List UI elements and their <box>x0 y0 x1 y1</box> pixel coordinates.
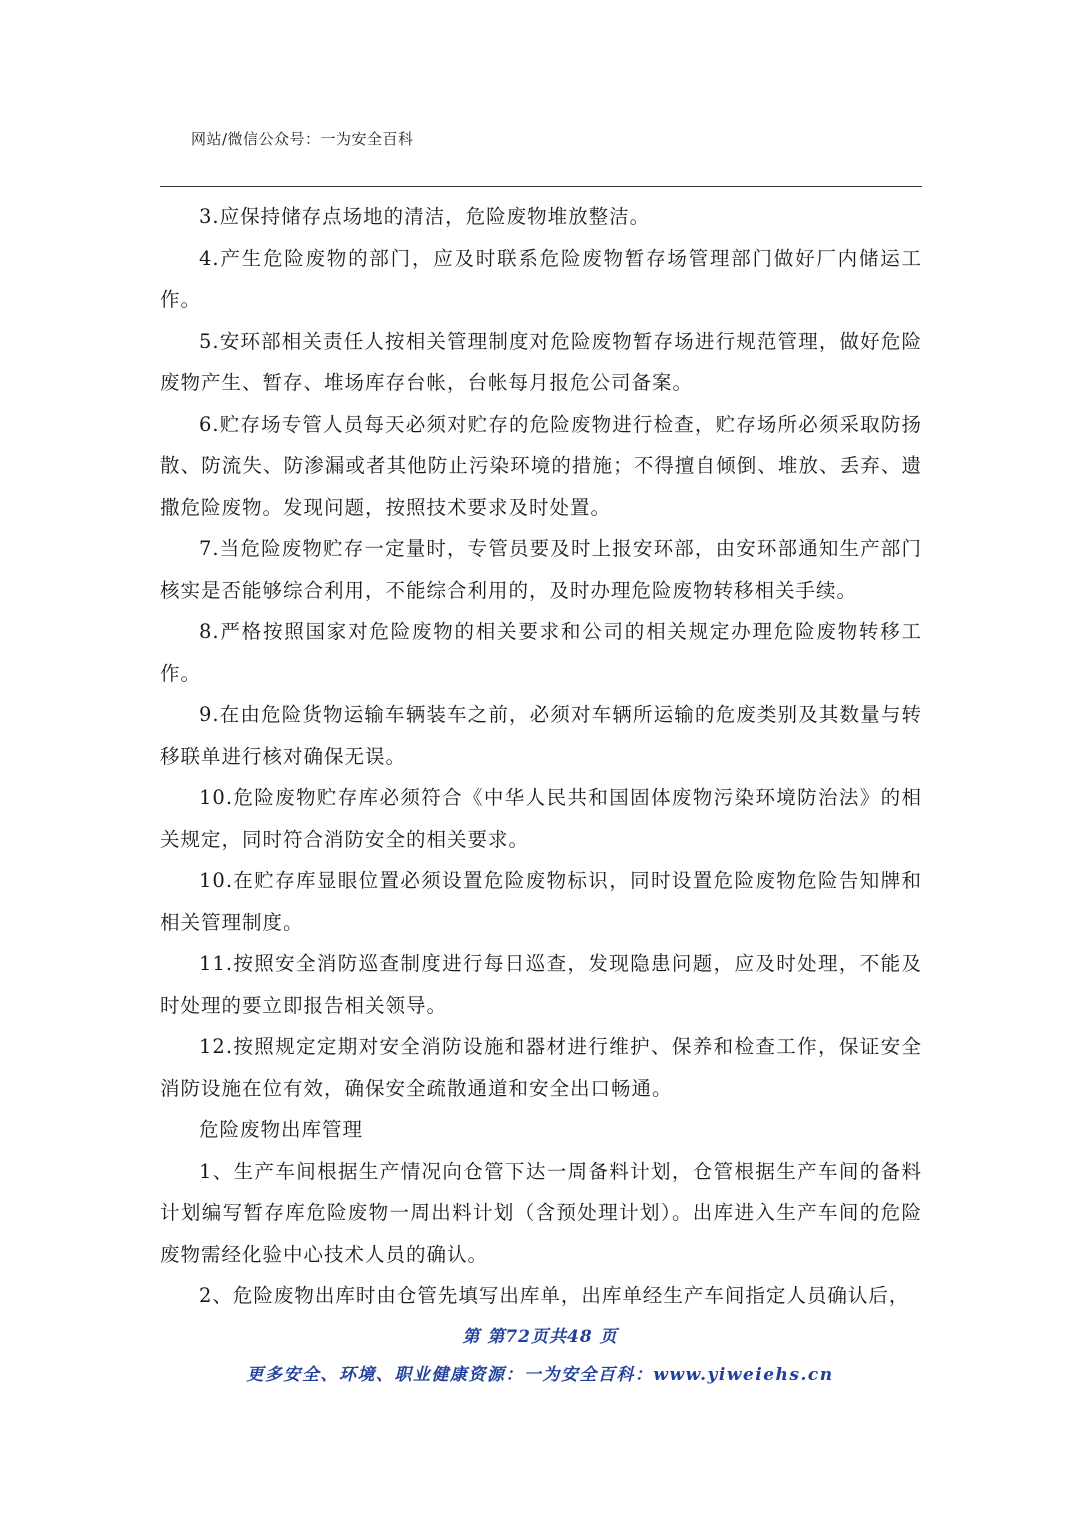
document-body <box>160 196 922 1317</box>
paragraph-9: 9.在由危险货物运输车辆装车之前，必须对车辆所运输的危废类别及其数量与转移联单进行核对确保无误。 <box>160 703 922 768</box>
footer-resource-line: 更多安全、环境、职业健康资源：一为安全百科：www.yiweiehs.cn <box>246 1365 834 1385</box>
page-number: 第 第72页共48 页 <box>462 1327 618 1347</box>
paragraph-6: 6.贮存场专管人员每天必须对贮存的危险废物进行检查，贮存场所必须采取防扬散、防流失、防渗漏或者其他防止污染环境的措施；不得擅自倾倒、堆放、丢弃、遗撒危险废物。发现问题，按照技术要求及时处置。 <box>160 412 922 519</box>
paragraph-12: 12.按照规定定期对安全消防设施和器材进行维护、保养和检查工作，保证安全消防设施在位有效，确保安全疏散通道和安全出口畅通。 <box>160 1035 922 1100</box>
paragraph-10b: 10.在贮存库显眼位置必须设置危险废物标识，同时设置危险废物危险告知牌和相关管理制度。 <box>160 869 922 934</box>
paragraph-3: 3.应保持储存点场地的清洁，危险废物堆放整洁。 <box>199 205 651 228</box>
header-divider <box>160 186 922 187</box>
paragraph-8: 8.严格按照国家对危险废物的相关要求和公司的相关规定办理危险废物转移工作。 <box>160 620 922 685</box>
page-header: 网站/微信公众号：一为安全百科 <box>191 130 414 148</box>
paragraph-4: 4.产生危险废物的部门，应及时联系危险废物暂存场管理部门做好厂内储运工作。 <box>160 246 922 311</box>
paragraph-7: 7.当危险废物贮存一定量时，专管员要及时上报安环部，由安环部通知生产部门核实是否能够综合利用，不能综合利用的，及时办理危险废物转移相关手续。 <box>160 537 922 602</box>
paragraph-11: 11.按照安全消防巡查制度进行每日巡查，发现隐患问题，应及时处理，不能及时处理的要立即报告相关领导。 <box>160 952 922 1017</box>
paragraph-5: 5.安环部相关责任人按相关管理制度对危险废物暂存场进行规范管理，做好危险废物产生、暂存、堆场库存台帐，台帐每月报危公司备案。 <box>160 329 922 394</box>
paragraph-outbound-2: 2、危险废物出库时由仓管先填写出库单，出库单经生产车间指定人员确认后， <box>199 1284 910 1307</box>
section-heading-outbound: 危险废物出库管理 <box>199 1118 364 1141</box>
paragraph-outbound-1: 1、生产车间根据生产情况向仓管下达一周备料计划，仓管根据生产车间的备料计划编写暂存库危险废物一周出料计划（含预处理计划）。出库进入生产车间的危险废物需经化验中心技术人员的确认。 <box>160 1159 922 1266</box>
paragraph-10a: 10.危险废物贮存库必须符合《中华人民共和国固体废物污染环境防治法》的相关规定，同时符合消防安全的相关要求。 <box>160 786 922 851</box>
